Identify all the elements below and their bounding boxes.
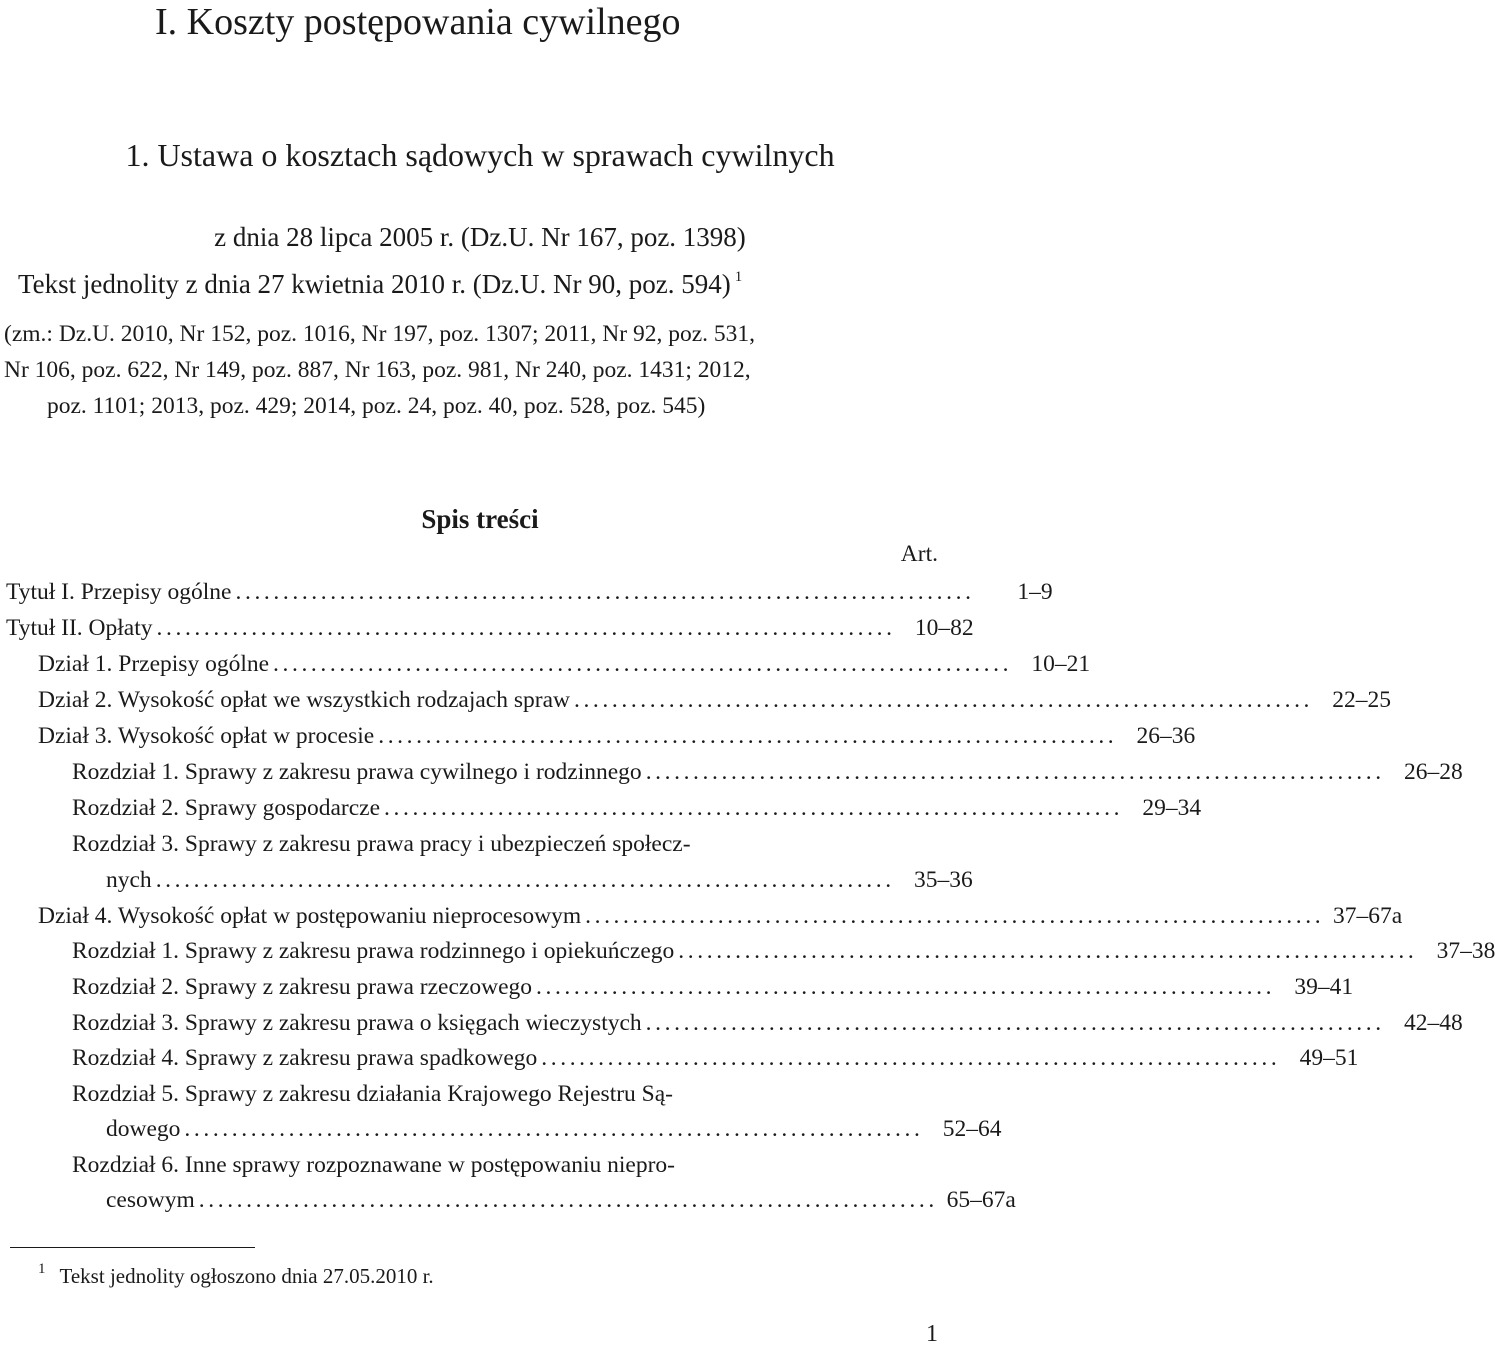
toc-entry-label: Tytuł I. Przepisy ogólne	[6, 579, 232, 605]
footnote-reference: 1	[734, 269, 743, 285]
toc-article-column-header: Art.	[900, 541, 938, 567]
toc-entry	[38, 720, 1196, 752]
toc-entry-label: Tytuł II. Opłaty	[6, 615, 153, 641]
toc-entry-label: Rozdział 2. Sprawy gospodarcze	[72, 795, 381, 821]
toc-entry-articles: 49–51	[1299, 1045, 1359, 1071]
toc-entry	[38, 684, 1392, 716]
toc-entry	[72, 1007, 1463, 1039]
toc-entry-articles: 39–41	[1294, 974, 1354, 1000]
toc-leader-dots: ..............................................................................	[184, 1116, 924, 1142]
toc-entry-articles: 29–34	[1142, 795, 1202, 821]
toc-entry	[106, 864, 973, 896]
toc-entry-label-continued: nych	[106, 867, 152, 893]
toc-entry-articles: 37–67a	[1333, 903, 1403, 929]
toc-leader-dots: ..............................................................................	[645, 1010, 1385, 1036]
footnote	[38, 1261, 434, 1289]
toc-entry	[72, 935, 1495, 967]
toc-leader-dots: ..............................................................................	[155, 867, 895, 893]
toc-leader-dots: ..............................................................................	[235, 579, 975, 605]
toc-entry-label: Rozdział 1. Sprawy z zakresu prawa cywilnego i rodzinnego	[72, 759, 642, 785]
toc-entry	[72, 971, 1354, 1003]
toc-entry-label: Rozdział 4. Sprawy z zakresu prawa spadkowego	[72, 1045, 538, 1071]
toc-entry-articles: 42–48	[1403, 1010, 1463, 1036]
toc-entry-articles: 1–9	[1017, 579, 1053, 605]
toc-entry	[6, 612, 974, 644]
toc-entry-label: Rozdział 1. Sprawy z zakresu prawa rodzinnego i opiekuńczego	[72, 938, 675, 964]
toc-entry-label: Rozdział 5. Sprawy z zakresu działania Krajowego Rejestru Są-	[72, 1081, 673, 1107]
toc-leader-dots: ..............................................................................	[384, 795, 1124, 821]
toc-leader-dots: ..............................................................................	[536, 974, 1276, 1000]
toc-leader-dots: ..............................................................................	[678, 938, 1418, 964]
toc-entry	[72, 1042, 1359, 1074]
toc-entry	[106, 1113, 1002, 1145]
act-date-line: z dnia 28 lipca 2005 r. (Dz.U. Nr 167, poz. 1398)	[214, 222, 746, 252]
toc-leader-dots: ..............................................................................	[156, 615, 896, 641]
toc-entry-label-continued: dowego	[106, 1116, 181, 1142]
chapter-title: I. Koszty postępowania cywilnego	[155, 1, 681, 43]
toc-entry-label: Rozdział 2. Sprawy z zakresu prawa rzeczowego	[72, 974, 532, 1000]
footnote-text: Tekst jednolity ogłoszono dnia 27.05.2010 r.	[59, 1264, 434, 1288]
footnote-separator	[10, 1247, 255, 1248]
toc-entry-articles: 65–67a	[946, 1187, 1016, 1213]
toc-entry-label: Rozdział 3. Sprawy z zakresu prawa pracy i ubezpieczeń społecz-	[72, 831, 691, 857]
toc-entry	[72, 756, 1463, 788]
consolidated-text: Tekst jednolity z dnia 27 kwietnia 2010 r. (Dz.U. Nr 90, poz. 594)	[18, 269, 731, 299]
toc-entry-articles: 26–36	[1136, 723, 1196, 749]
toc-entry	[38, 648, 1091, 680]
amendments-line: poz. 1101; 2013, poz. 429; 2014, poz. 24, poz. 40, poz. 528, poz. 545)	[47, 393, 706, 419]
toc-entry-label: Rozdział 3. Sprawy z zakresu prawa o księgach wieczystych	[72, 1010, 642, 1036]
page-number: 1	[926, 1321, 938, 1347]
toc-leader-dots: ..............................................................................	[541, 1045, 1281, 1071]
toc-entry	[38, 900, 1403, 932]
toc-entry-articles: 35–36	[914, 867, 973, 893]
footnote-mark: 1	[38, 1261, 46, 1277]
toc-entry-label: Rozdział 6. Inne sprawy rozpoznawane w postępowaniu niepro-	[72, 1152, 675, 1178]
toc-entry-label-continued: cesowym	[106, 1187, 195, 1213]
amendments-line: (zm.: Dz.U. 2010, Nr 152, poz. 1016, Nr 197, poz. 1307; 2011, Nr 92, poz. 531,	[4, 321, 756, 347]
toc-leader-dots: ..............................................................................	[645, 759, 1385, 785]
toc-entry	[72, 792, 1202, 824]
toc-entry-label: Dział 3. Wysokość opłat w procesie	[38, 723, 375, 749]
toc-entry-articles: 10–82	[914, 615, 974, 641]
toc-entry-label: Dział 2. Wysokość opłat we wszystkich rodzajach spraw	[38, 687, 570, 713]
toc-leader-dots: ..............................................................................	[585, 903, 1325, 929]
amendments-line: Nr 106, poz. 622, Nr 149, poz. 887, Nr 163, poz. 981, Nr 240, poz. 1431; 2012,	[4, 357, 751, 383]
toc-entry	[6, 576, 1053, 608]
act-title: 1. Ustawa o kosztach sądowych w sprawach cywilnych	[125, 137, 835, 173]
toc-entry-label: Dział 4. Wysokość opłat w postępowaniu nieprocesowym	[38, 903, 582, 929]
toc-entry-articles: 37–38	[1436, 938, 1495, 964]
toc-entry	[106, 1184, 1016, 1216]
toc-entry-label: Dział 1. Przepisy ogólne	[38, 651, 270, 677]
toc-entry-articles: 52–64	[942, 1116, 1002, 1142]
toc-entry-articles: 22–25	[1332, 687, 1392, 713]
toc-leader-dots: ..............................................................................	[273, 651, 1013, 677]
toc-leader-dots: ..............................................................................	[378, 723, 1118, 749]
toc-leader-dots: ..............................................................................	[198, 1187, 938, 1213]
toc-entry-articles: 26–28	[1404, 759, 1463, 785]
toc-entry-articles: 10–21	[1031, 651, 1091, 677]
toc-heading: Spis treści	[421, 504, 539, 534]
toc-leader-dots: ..............................................................................	[573, 687, 1314, 713]
